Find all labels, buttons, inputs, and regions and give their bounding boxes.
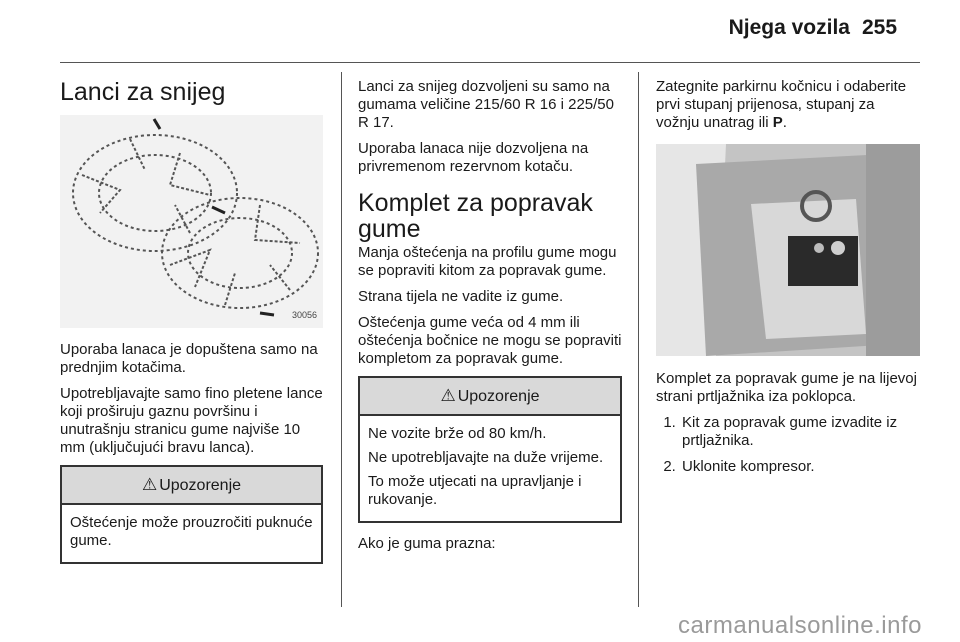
paragraph-end: . — [782, 114, 787, 131]
page-number: 255 — [862, 16, 898, 39]
trunk-repair-kit-photo — [656, 144, 920, 356]
list-item: 1. Kit za popravak gume izvadite iz prtljažnika. — [680, 414, 920, 450]
warning-header — [360, 378, 620, 416]
warning-box — [60, 465, 323, 564]
header-rule — [60, 62, 920, 63]
repair-kit-icon — [656, 144, 920, 356]
warning-triangle-icon: ⚠ — [141, 475, 158, 494]
warning-header — [62, 467, 321, 505]
warning-text: Oštećenje može prouzročiti puknuće gume. — [70, 514, 313, 549]
paragraph: Manja oštećenja na profilu gume mogu se popraviti kitom za popravak gume. — [358, 244, 617, 279]
figure-label: 30056 — [291, 310, 317, 320]
column-3 — [656, 78, 920, 484]
warning-title: Upozorenje — [457, 388, 540, 405]
paragraph: Komplet za popravak gume je na lijevoj strani prtljažnika iza poklopca. — [656, 370, 917, 405]
paragraph-text: Zategnite parkirnu kočnicu i odaberite prvi stupanj prijenosa, stupanj za vožnju unatrag ili — [656, 78, 907, 131]
paragraph: Uporaba lanaca je dopuštena samo na prednjim kotačima. — [60, 341, 318, 376]
section-heading: Komplet za popravak gume — [358, 189, 593, 243]
column-1 — [60, 78, 323, 574]
warning-body — [360, 416, 620, 521]
paragraph: Ako je guma prazna: — [358, 535, 496, 552]
warning-title: Upozorenje — [159, 477, 242, 494]
header-title: Njega vozila — [728, 16, 850, 39]
paragraph: Upotrebljavajte samo fino pletene lance koji proširuju gaznu površinu i unutrašnju stranicu gume najviše 10 mm (uključujući bravu lanca). — [60, 385, 323, 456]
warning-box — [358, 376, 622, 523]
warning-triangle-icon: ⚠ — [440, 386, 456, 405]
section-heading: Lanci za snijeg — [60, 78, 226, 106]
warning-body — [62, 505, 321, 562]
paragraph: Uporaba lanaca nije dozvoljena na privremenom rezervnom kotaču. — [358, 140, 589, 175]
warning-line: Ne upotrebljavajte na duže vrijeme. — [368, 449, 604, 466]
gear-p-label: P — [772, 114, 783, 131]
watermark: carmanualsonline.info — [678, 612, 922, 639]
column-2 — [358, 78, 622, 561]
paragraph: Strana tijela ne vadite iz gume. — [358, 288, 564, 305]
snow-chains-illustration — [60, 115, 323, 328]
column-divider — [638, 72, 639, 607]
paragraph: Oštećenja gume veća od 4 mm ili oštećenja bočnice ne mogu se popraviti kompletom za popravak gume. — [358, 314, 622, 367]
paragraph: Lanci za snijeg dozvoljeni su samo na gumama veličine 215/60 R 16 i 225/50 R 17. — [358, 78, 614, 131]
warning-line: Ne vozite brže od 80 km/h. — [368, 425, 547, 442]
list-item: 2. Uklonite kompresor. — [680, 458, 920, 476]
column-divider — [341, 72, 342, 607]
warning-line: To može utjecati na upravljanje i rukovanje. — [368, 473, 582, 508]
steps-list — [656, 414, 920, 476]
paragraph — [656, 78, 920, 132]
snow-chain-icon — [60, 115, 323, 328]
